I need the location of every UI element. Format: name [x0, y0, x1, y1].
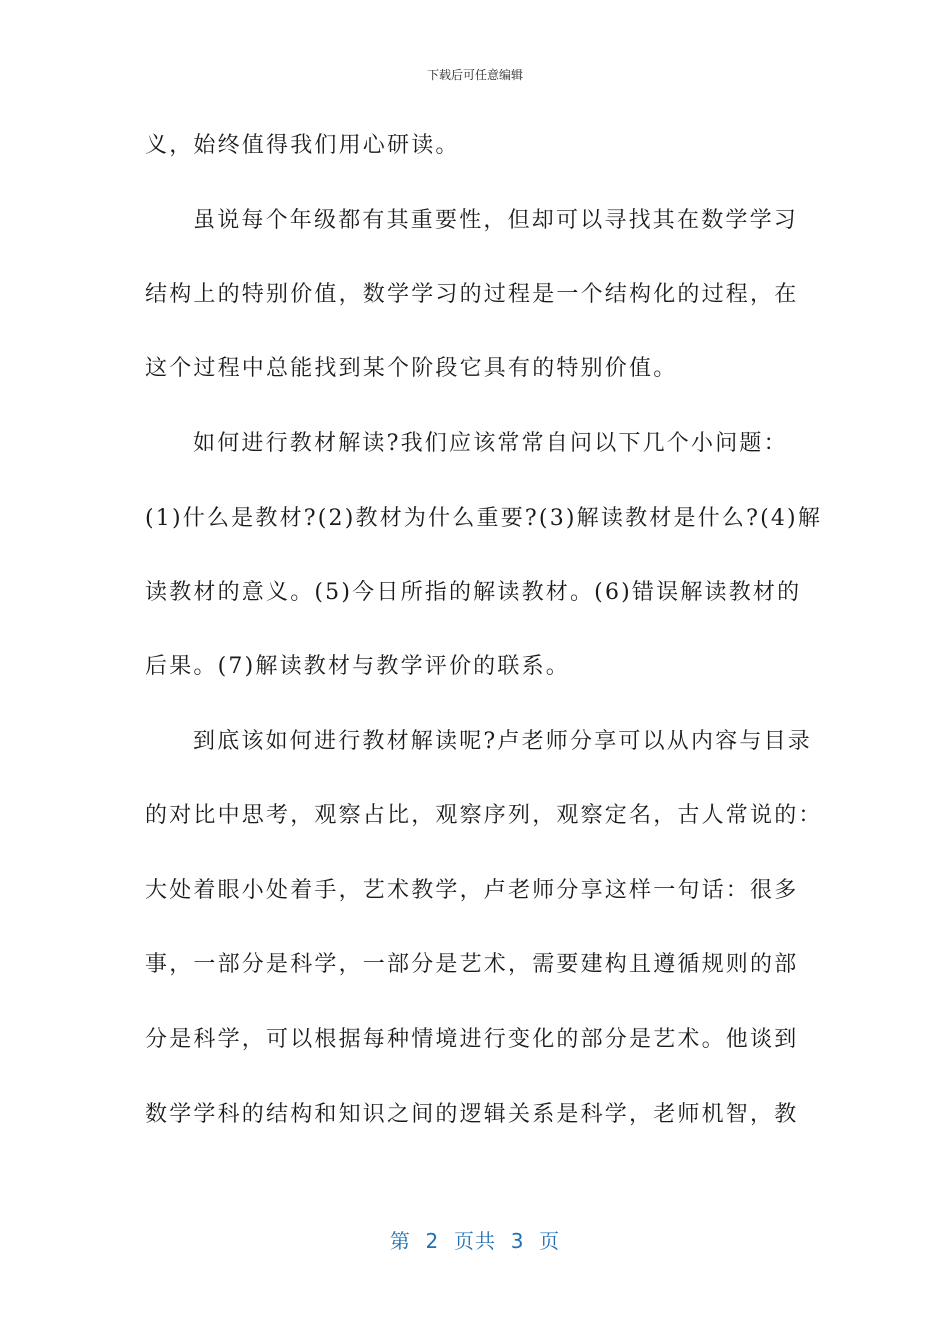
text-line: 数学学科的结构和知识之间的逻辑关系是科学，老师机智，教 [145, 1102, 799, 1127]
text-line: 结构上的特别价值，数学学习的过程是一个结构化的过程，在 [145, 282, 799, 307]
text-line: 到底该如何进行教材解读呢?卢老师分享可以从内容与目录 [193, 729, 812, 754]
text-line: 的对比中思考，观察占比，观察序列，观察定名，古人常说的： [145, 803, 823, 828]
text-line: 大处着眼小处着手，艺术教学，卢老师分享这样一句话：很多 [145, 878, 799, 903]
page-header-note: 下载后可任意编辑 [426, 68, 523, 82]
text-line: 这个过程中总能找到某个阶段它具有的特别价值。 [145, 356, 678, 381]
page-number-footer: 第 2 页共 3 页 [389, 1229, 561, 1253]
text-line: 后果。(7)解读教材与教学评价的联系。 [145, 654, 570, 679]
text-line: 虽说每个年级都有其重要性，但却可以寻找其在数学学习 [193, 208, 799, 233]
text-line: (1)什么是教材?(2)教材为什么重要?(3)解读教材是什么?(4)解 [145, 506, 823, 531]
text-line: 读教材的意义。(5)今日所指的解读教材。(6)错误解读教材的 [145, 580, 802, 605]
text-line: 事，一部分是科学，一部分是艺术，需要建构且遵循规则的部 [145, 952, 799, 977]
text-line: 义，始终值得我们用心研读。 [145, 133, 460, 158]
text-line: 如何进行教材解读?我们应该常常自问以下几个小问题： [193, 431, 788, 456]
text-line: 分是科学，可以根据每种情境进行变化的部分是艺术。他谈到 [145, 1027, 799, 1052]
